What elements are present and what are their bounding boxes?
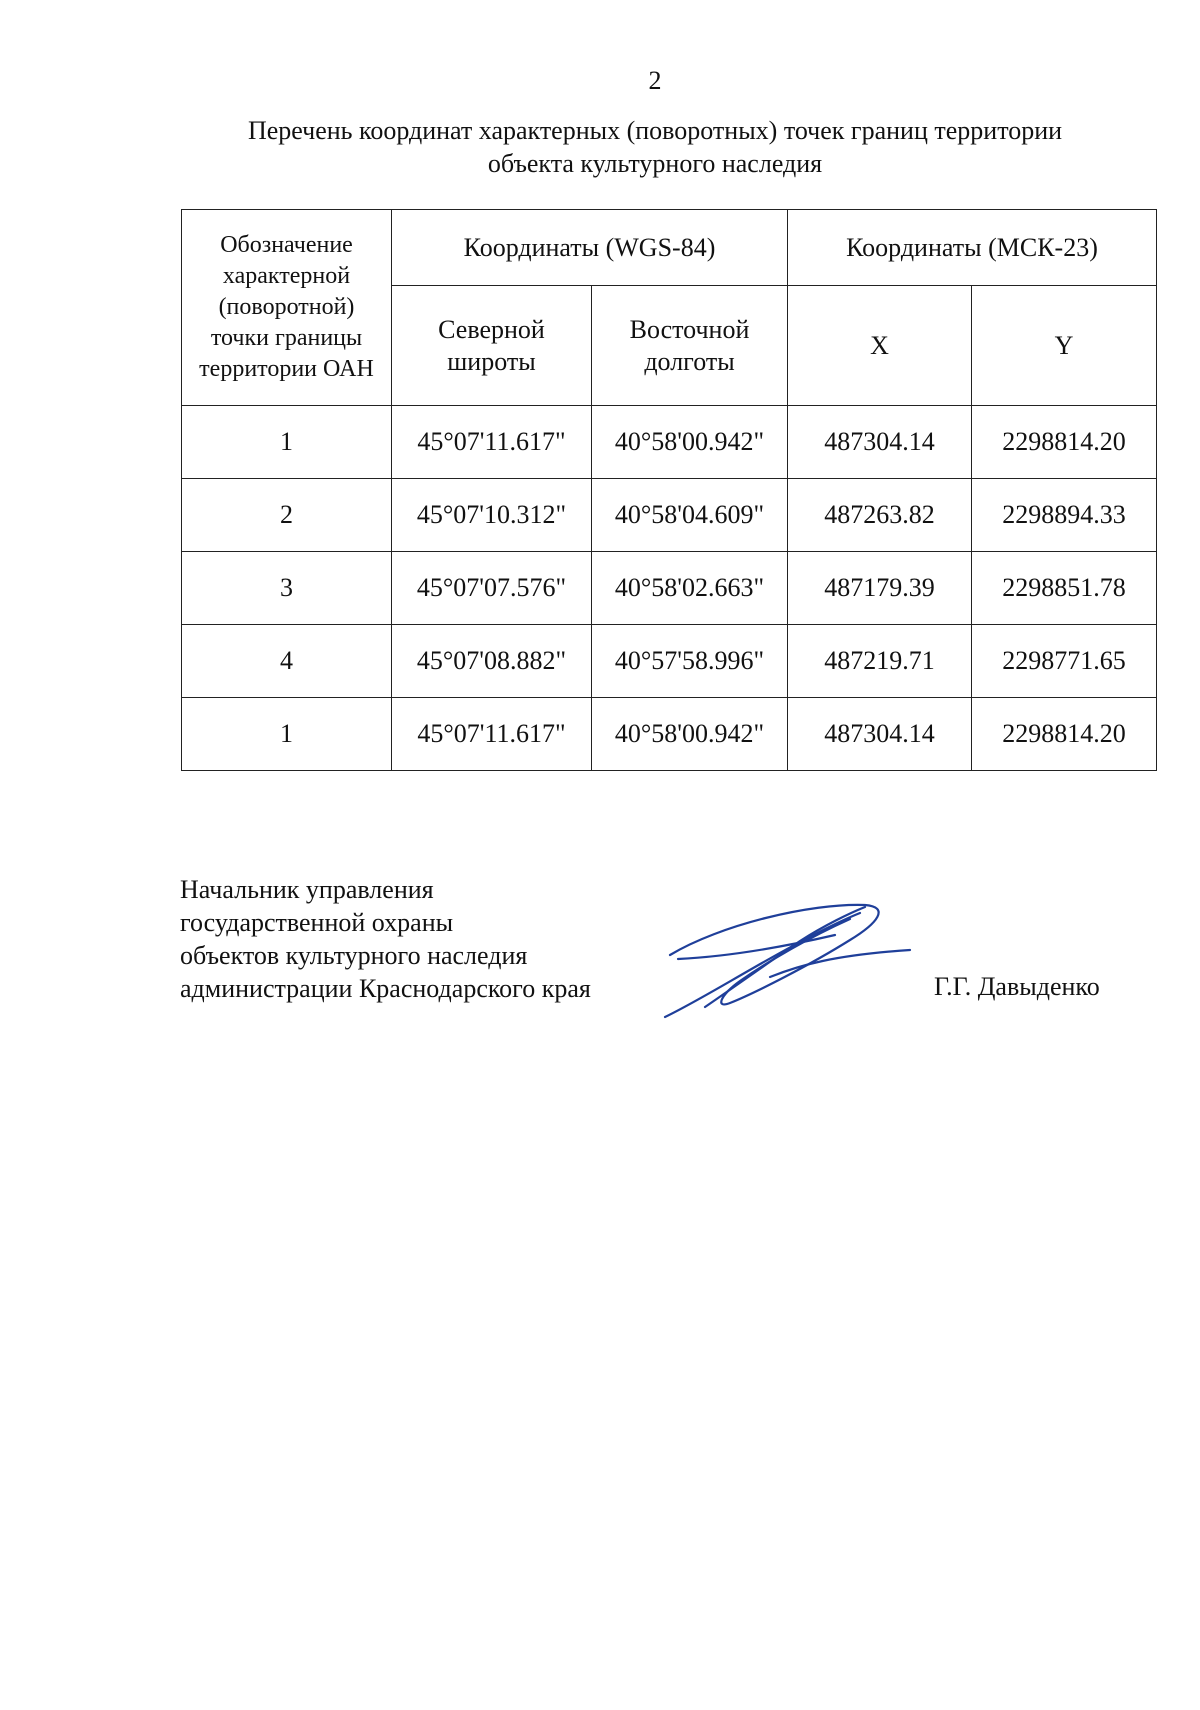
cell-north: 45°07'10.312" (392, 479, 592, 552)
title-line-1: Перечень координат характерных (поворотных) точек границ территории (247, 116, 1063, 145)
cell-east: 40°58'00.942" (592, 406, 788, 479)
header-msk23: Координаты (МСК-23) (788, 210, 1157, 286)
cell-y: 2298814.20 (972, 698, 1157, 771)
cell-north: 45°07'11.617" (392, 406, 592, 479)
cell-north: 45°07'07.576" (392, 552, 592, 625)
cell-point: 2 (182, 479, 392, 552)
subheader-east-longitude: Восточной долготы (592, 286, 788, 406)
header-point-designation: Обозначение характерной (поворотной) точки границы территории ОАН (182, 210, 392, 406)
subheader-y: Y (972, 286, 1157, 406)
cell-x: 487304.14 (788, 406, 972, 479)
cell-point: 1 (182, 406, 392, 479)
subheader-north-latitude: Северной широты (392, 286, 592, 406)
coordinates-table (181, 209, 1157, 771)
cell-x: 487263.82 (788, 479, 972, 552)
cell-point: 1 (182, 698, 392, 771)
cell-north: 45°07'08.882" (392, 625, 592, 698)
cell-east: 40°58'04.609" (592, 479, 788, 552)
table-header-row (182, 210, 1157, 286)
position-line-1: Начальник управления (180, 875, 434, 904)
position-line-3: объектов культурного наследия (180, 941, 528, 970)
cell-y: 2298814.20 (972, 406, 1157, 479)
table-row (182, 479, 1157, 552)
table-row (182, 698, 1157, 771)
cell-north: 45°07'11.617" (392, 698, 592, 771)
signatory-position (180, 873, 591, 1005)
subheader-x: X (788, 286, 972, 406)
cell-east: 40°58'00.942" (592, 698, 788, 771)
header-wgs84: Координаты (WGS-84) (392, 210, 788, 286)
cell-x: 487179.39 (788, 552, 972, 625)
handwritten-signature (660, 895, 920, 1025)
page-number: 2 (648, 66, 662, 95)
cell-east: 40°57'58.996" (592, 625, 788, 698)
position-line-4: администрации Краснодарского края (180, 974, 591, 1003)
signer-name: Г.Г. Давыденко (934, 972, 1100, 1001)
table-row (182, 406, 1157, 479)
table-row (182, 552, 1157, 625)
cell-y: 2298851.78 (972, 552, 1157, 625)
cell-y: 2298894.33 (972, 479, 1157, 552)
position-line-2: государственной охраны (180, 908, 454, 937)
cell-point: 3 (182, 552, 392, 625)
cell-x: 487219.71 (788, 625, 972, 698)
table-row (182, 625, 1157, 698)
cell-east: 40°58'02.663" (592, 552, 788, 625)
cell-y: 2298771.65 (972, 625, 1157, 698)
cell-point: 4 (182, 625, 392, 698)
title-line-2: объекта культурного наследия (487, 149, 823, 178)
cell-x: 487304.14 (788, 698, 972, 771)
document-title (180, 114, 1130, 180)
